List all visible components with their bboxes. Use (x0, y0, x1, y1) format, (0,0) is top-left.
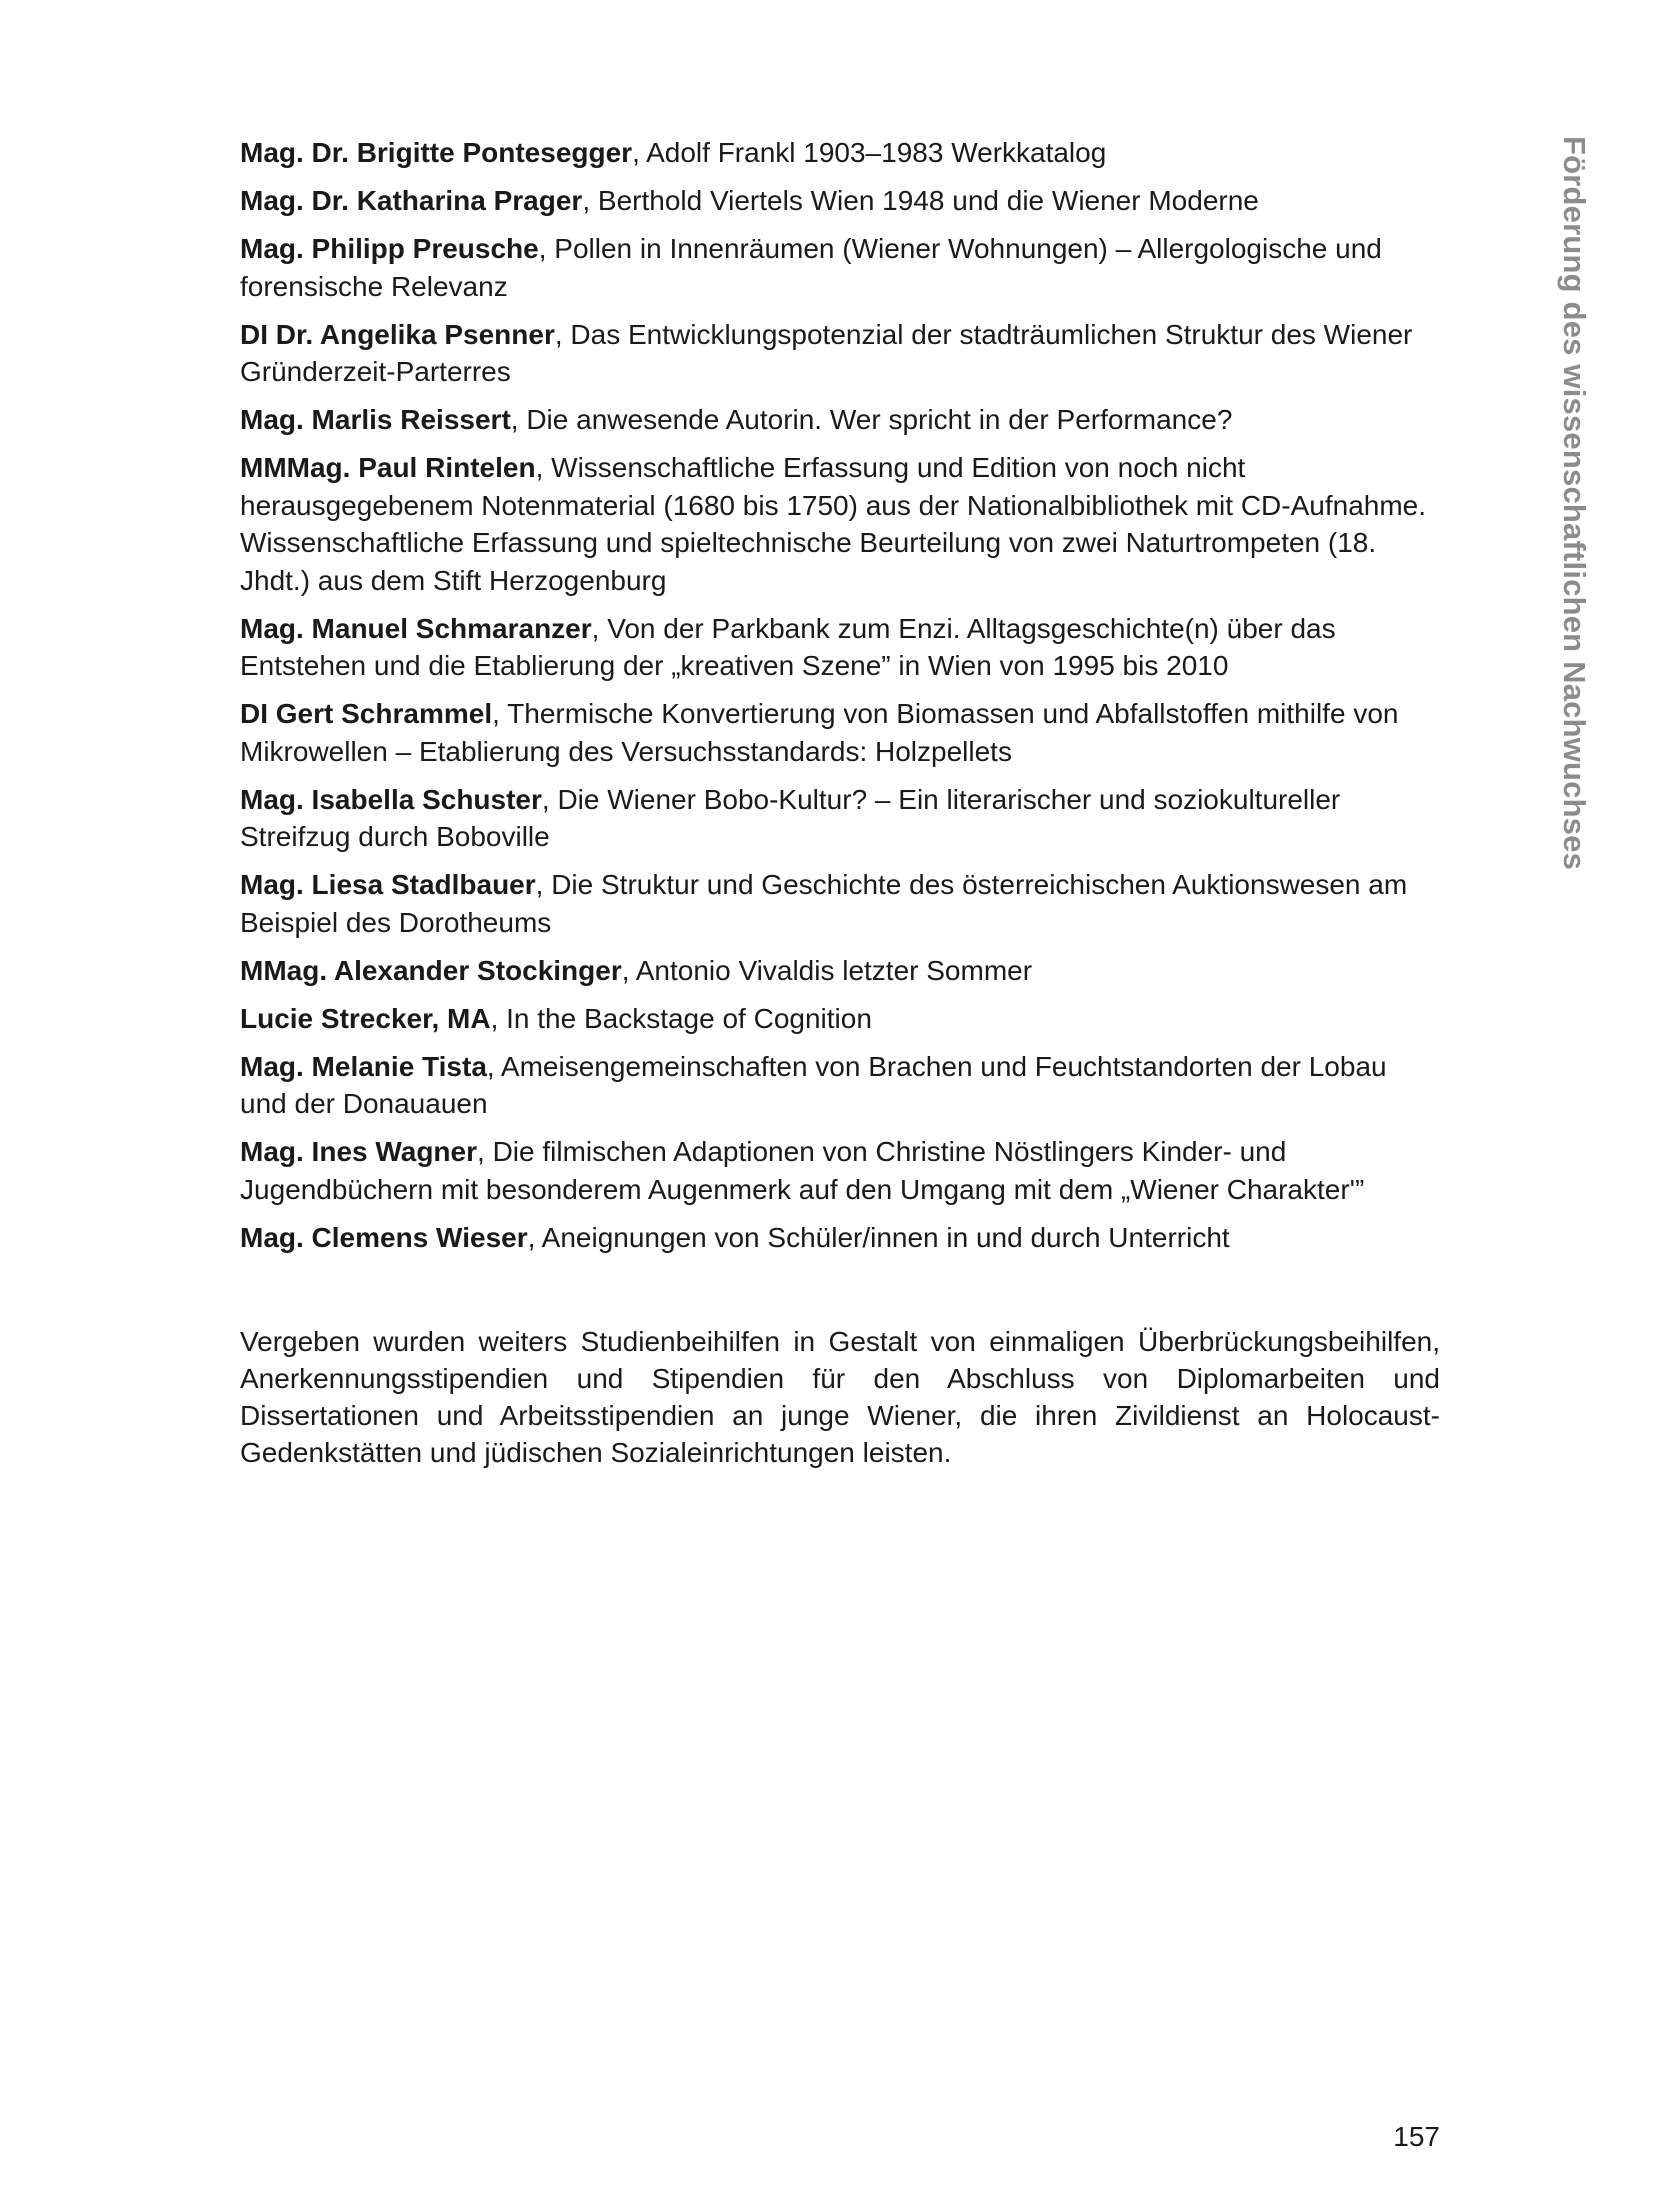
thesis-title: , Adolf Frankl 1903–1983 Werkkatalog (632, 137, 1107, 168)
side-title-container (1556, 136, 1592, 896)
recipient-name: Mag. Manuel Schmaranzer (240, 612, 592, 644)
recipient-name: MMMag. Paul Rintelen (240, 452, 536, 483)
thesis-title: , Ameisengemeinschaften von Brachen und Feuchtstandorten der Lobau und der Donauauen (240, 1050, 1387, 1119)
thesis-title: , Thermische Konvertierung von Biomassen und Abfallstoffen mithilfe von Mikrowellen – Etablierung des Versuchsstandards: Holzpellets (240, 698, 1399, 767)
recipient-name: Mag. Dr. Brigitte Pontesegger (240, 137, 633, 168)
recipient-name: Lucie Strecker, MA (240, 1002, 491, 1034)
page-number: 157 (1393, 2121, 1440, 2152)
list-item (240, 781, 1440, 856)
thesis-title: , Die Struktur und Geschichte des österreichischen Auktionswesen am Beispiel des Dorotheums (240, 869, 1408, 938)
list-item (240, 610, 1440, 685)
list-item (240, 695, 1440, 770)
list-item (240, 1000, 1440, 1038)
thesis-title: , Antonio Vivaldis letzter Sommer (621, 954, 1033, 986)
side-title: Förderung des wissenschaftlichen Nachwuchses (1557, 136, 1592, 871)
recipient-name: Mag. Marlis Reissert (240, 404, 511, 435)
thesis-title: , Berthold Viertels Wien 1948 und die Wiener Moderne (582, 185, 1259, 216)
thesis-title: , Wissenschaftliche Erfassung und Edition von noch nicht herausgegebenem Notenmaterial (1680 bis 1750) aus der Nationalbibliothek mit CD-Aufnahme. Wissenschaftliche Erfassung und spieltechnische Beurteilung von zwei Naturtrompeten (18. Jhdt.) aus dem Stift Herzogenburg (240, 452, 1427, 596)
recipient-name: DI Dr. Angelika Psenner (240, 318, 555, 350)
thesis-title: , Das Entwicklungspotenzial der stadträumlichen Struktur des Wiener Gründerzeit-Parterres (240, 318, 1413, 387)
list-item (240, 134, 1440, 172)
list-item (240, 316, 1440, 391)
list-item (240, 230, 1440, 305)
list-item (240, 401, 1440, 439)
list-item (240, 182, 1440, 220)
list-item (240, 952, 1440, 990)
thesis-title: , In the Backstage of Cognition (490, 1002, 872, 1034)
thesis-title: , Aneignungen von Schüler/innen in und durch Unterricht (527, 1221, 1230, 1253)
recipient-name: MMag. Alexander Stockinger (240, 954, 622, 986)
thesis-title: , Die anwesende Autorin. Wer spricht in der Performance? (510, 404, 1233, 435)
body-paragraph: Vergeben wurden weiters Studienbeihilfen in Gestalt von einmaligen Überbrückungsbeihilfen, Anerkennungsstipendien und Stipendien für den Abschluss von Diplomarbeiten und Dissertationen und Arbeitsstipendien an junge Wiener, die ihren Zivildienst an Holocaust-Gedenkstätten und jüdischen Sozialeinrichtungen leisten. (240, 1326, 1440, 1468)
recipient-name: Mag. Melanie Tista (240, 1050, 487, 1082)
thesis-title: , Pollen in Innenräumen (Wiener Wohnungen) – Allergologische und forensische Relevanz (240, 233, 1382, 302)
recipient-name: Mag. Philipp Preusche (240, 233, 539, 264)
list-item (240, 1133, 1440, 1208)
recipient-name: Mag. Clemens Wieser (240, 1221, 528, 1253)
list-item (240, 449, 1440, 599)
grant-recipients-list (240, 134, 1440, 1267)
recipient-name: DI Gert Schrammel (240, 698, 493, 729)
list-item (240, 866, 1440, 941)
recipient-name: Mag. Ines Wagner (240, 1136, 478, 1167)
recipient-name: Mag. Isabella Schuster (240, 783, 542, 815)
list-item (240, 1048, 1440, 1123)
thesis-title: , Die filmischen Adaptionen von Christine Nöstlingers Kinder- und Jugendbüchern mit besonderem Augenmerk auf den Umgang mit dem „Wiener Charakter'” (240, 1136, 1365, 1205)
recipient-name: Mag. Dr. Katharina Prager (240, 185, 583, 216)
list-item (240, 1219, 1440, 1257)
recipient-name: Mag. Liesa Stadlbauer (240, 869, 536, 900)
thesis-title: , Von der Parkbank zum Enzi. Alltagsgeschichte(n) über das Entstehen und die Etablierung der „kreativen Szene” in Wien von 1995 bis 2010 (240, 612, 1336, 681)
thesis-title: , Die Wiener Bobo-Kultur? – Ein literarischer und soziokultureller Streifzug durch Boboville (240, 783, 1341, 852)
